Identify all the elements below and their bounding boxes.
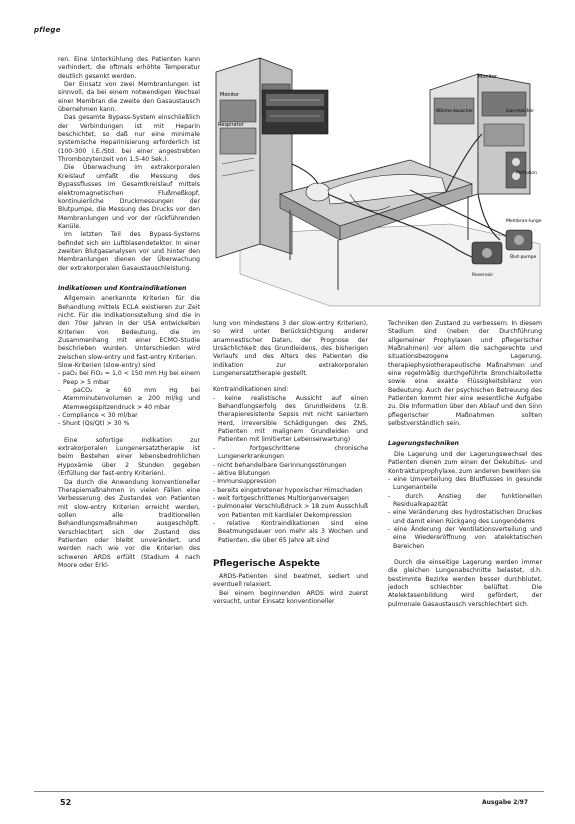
respirator-cabinet	[216, 58, 292, 258]
ecla-setup-illustration	[210, 44, 548, 312]
fig-label-warmer: Wärme-tauscher	[436, 109, 474, 114]
paragraph: Im letzten Teil des Bypass-Systems befindet sich ein Luftblasendetektor. In einer zweiten Blutgasanalysen vor und hinter den Membranlungen dienen der Überwachung der extrakorporalen Gasaustauschleistung.	[58, 231, 200, 272]
paragraph: Allgemein anerkannte Kriterien für die Behandlung mittels ECLA existieren zur Zeit nicht. Für die Indikationsstellung sind die in den 70er Jahren in der USA entwickelten Kriterien von Bedeutung, die im Zusammenhang mit einer ECMO-Studie beschrieben wurden. Unterschieden wird zwischen slow-entry und fast-entry Kriterien.	[58, 295, 200, 361]
fig-label-monitor-right: Monitor	[478, 74, 498, 80]
list-item: - eine Änderung der Ventilationsverteilung und eine Wiedereröffnung von atelektatischen Bereichen	[388, 525, 542, 550]
monitor-rack	[262, 90, 328, 134]
fig-label-respirator: Respirator	[218, 122, 244, 128]
list-item: - Immunsuppression	[213, 478, 277, 486]
paragraph: Da durch die Anwendung konventioneller Therapiemaßnahmen in vielen Fällen eine Verbesserung des Zustandes von Patienten mit slow-entry Kriterien erreicht werden, sollen alle traditionellen Behandlungsmaßnahmen ausgeschöpft. Verschlechtert sich der Zustand des Patienten oder bleibt unverändert, und werden nach wie vor die Kriterien des schweren ARDS erfüllt (Stadium 4 nach Moore oder Erkl-	[58, 478, 200, 569]
paragraph: lung von mindestens 3 der slow-entry Kriterien), so wird unter Berücksichtigung anderer anamnestischer Daten, der Prognose der Ursächlichkeit des Grundleidens, des bisherigen Verlaufs und des Alters des Patienten die Indikation zur extrakorporalen Lungenersatztherapie gestellt.	[213, 320, 368, 378]
paragraph: ARDS-Patienten sind beatmet, sediert und eventuell relaxiert.	[213, 572, 368, 589]
page-number: 52	[60, 798, 72, 807]
page-header: pflege	[34, 26, 61, 34]
text-column-1	[58, 56, 200, 570]
list-title: Kontraindikationen sind:	[213, 386, 289, 394]
list-item: - eine Veränderung des hydrostatischen Druckes und damit einen Rückgang des Lungenödems	[388, 509, 542, 525]
section-heading: Pflegerische Aspekte	[213, 558, 321, 569]
list-item: - paO₂ bei FiO₂ = 1,0 < 150 mm Hg bei einem Peep > 5 mbar	[58, 370, 200, 386]
fig-label-reservoir: Reservoir	[472, 273, 494, 278]
section-heading: Indikationen und Kontraindikationen	[58, 284, 187, 292]
list-item: - Shunt (Qs/Qt) > 30 %	[58, 420, 130, 428]
list-item: - Compliance < 30 ml/bar	[58, 412, 138, 420]
paragraph: Die Lagerung und der Lagerungswechsel des Patienten dienen zum einen der Dekubitus- und Kontrakturprophylaxe, zum anderen bewirken sie	[388, 450, 542, 475]
list-item: - keine realistische Aussicht auf einen Behandlungserfolg des Grundleidens (z.B. therapieresistente Sepsis mit nicht saniertem Herd, irreversible Schädigungen des ZNS, Patienten mit malignem Grundleiden und Patienten mit limitierter Lebenserwartung)	[213, 394, 368, 444]
list-item: - paCO₂ ≥ 60 mm Hg bei Atemminutenvolumen ≥ 200 ml/kg und Atemwegsspitzendruck > 40 mbar	[58, 387, 200, 411]
paragraph: Techniken den Zustand zu verbessern. In diesem Stadium sind (neben der Durchführung allgemeiner Prophylaxen und pflegerischer Maßnahmen) vor allem die sachgerechte und situationsbezogene Lagerung, therapiephysiotherapeutische Maßnahmen und eine regelmäßig durchgeführte Bronchialtoilette sowie eine exakte Flüssigkeitsbilanz von Bedeutung. Auch der psychischen Betreuung des Patienten kommt hier eine wesentliche Aufgabe zu. Die Information über den Ablauf und den Sinn pflegerischer Maßnahmen sollten selbstverständlich sein.	[388, 320, 542, 428]
list-item: - pulmonaler Verschlußdruck > 18 zum Ausschluß von Patienten mit kardialer Dekompression	[213, 503, 368, 519]
list-item: - eine Umverteilung des Blutflusses in gesunde Lungenanteile	[388, 475, 542, 492]
paragraph: Das gesamte Bypass-System einschließlich der Verbindungen ist mit Heparin beschichtet, so daß nur eine minimale systemische Heparinisierung erforderlich ist (100-300 I.E./Std. bei einer angestrebten Thrombozytenzeit von 1,5-40 Sek.).	[58, 114, 200, 164]
list-item: - relative Kontraindikationen sind eine Beatmungsdauer von mehr als 3 Wochen und Patienten, die über 65 Jahre alt sind	[213, 519, 368, 544]
paragraph: Der Einsatz von zwei Membranlungen ist sinnvoll, da bei einem notwendigen Wechsel einer Membran die zweite den Gasaustausch übernehmen kann.	[58, 81, 200, 114]
paragraph: Eine sofortige Indikation zur extrakorporalen Lungenersatztherapie ist beim Bestehen einer lebensbedrohlichen Hypoxämie über 2 Stunden gegeben (Erfüllung der fast-entry Kriterien).	[58, 436, 200, 478]
issue-label: Ausgabe 2/97	[482, 799, 528, 806]
fig-label-monitor: Monitor	[220, 92, 240, 98]
list-item: - weit fortgeschrittenes Multiorganversagen	[213, 494, 349, 502]
paragraph: Die Überwachung im extrakorporalen Kreislauf umfaßt die Messung des Bypassflusses im Gesamtkreislauf mittels elektromagnetischen Flußmeßkopf, kontinuierliche Druckmessungen der Blutpumpe, die Messung des Drucks vor den Membranlungen und vor der rückführenden Kanüle.	[58, 164, 200, 230]
text-column-3	[388, 320, 542, 609]
fig-label-gas: Gas-mischer	[506, 109, 535, 114]
fig-label-perfusion: Perfusion	[516, 171, 537, 176]
paragraph: ren. Eine Unterkühlung des Patienten kann verhindert, die oftmals erhöhte Temperatur deutlich gesenkt werden.	[58, 56, 200, 80]
list-item: - durch Anstieg der funktionellen Residualkapazität	[388, 492, 542, 508]
list-item: - nicht behandelbare Gerinnungsstörungen	[213, 461, 347, 469]
fig-label-pump: Blut-pumpe	[510, 255, 537, 260]
section-heading: Lagerungstechniken	[388, 440, 459, 448]
list-item: - fortgeschrittene chronische Lungenerkrankungen	[213, 444, 368, 461]
paragraph: Bei einem beginnenden ARDS wird zuerst versucht, unter Einsatz konventioneller	[213, 589, 368, 605]
list-item: - bereits eingetretener hypoxischer Himschaden	[213, 486, 363, 494]
text-column-2	[213, 320, 368, 606]
paragraph: Slow-Kriterien (slow-entry) sind	[58, 362, 156, 370]
footer-rule	[34, 791, 544, 792]
paragraph: Durch die einseitige Lagerung werden immer die gleichen Lungenabschnitte belastet, d.h. bestimmte Bezirke werden besser durchblutet, jedoch schlechter belüftet. Die Atelektasenbildung wird gefördert, der pulmonale Gasaustausch verschlechtert sich.	[388, 558, 542, 608]
fig-label-membran: Membran-lunge	[506, 219, 542, 224]
list-item: - aktive Blutungen	[213, 469, 270, 477]
